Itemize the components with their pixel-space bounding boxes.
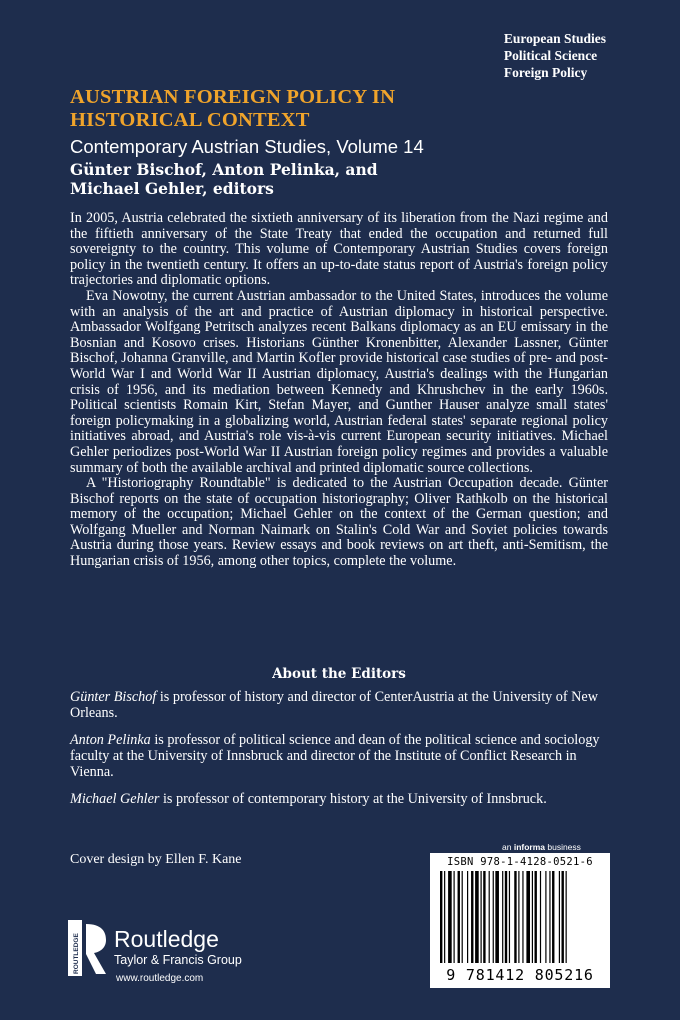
barcode-bar — [514, 871, 516, 963]
description-paragraph-2: Eva Nowotny, the current Austrian ambassador to the United States, introduces the volume with an analysis of the art and practice of Austrian diplomacy in historical perspective. Ambassador Wolfgang Petritsch analyzes recent Balkans diplomacy as an EU emissary in the Bosnian and Kosovo crises. Historians Günther Kronenbitter, Alexander Lassner, Günter Bischof, Johanna Granville, and Martin Kofler provide historical case studies of pre- and post-World War I and World War II Austrian diplomacy, Austria's dealings with the Hungarian crisis of 1956, and its mediation between Kennedy and Khrushchev in the early 1960s. Political scientists Romain Kirt, Stefan Mayer, and Gunther Hauser analyze small states' foreign policymaking in a globalizing world, Austrian federal states' separate regional policy initiatives abroad, and Austria's role vis-à-vis current European security initiatives. Michael Gehler periodizes post-World War II Austrian foreign policy regimes and provides a valuable summary of both the available archival and printed diplomatic source collections. — [70, 287, 608, 476]
barcode-bar — [489, 871, 490, 963]
barcode-bar — [505, 871, 507, 963]
informa-brand: informa — [513, 842, 545, 852]
description-paragraph-3: A "Historiography Roundtable" is dedicated to the Austrian Occupation decade. Günter Bischof reports on the state of occupation historiography; Oliver Rathkolb on the historical memory of the occupation; Michael Gehler on the context of the German question; and Wolfgang Mueller and Norman Naimark on Stalin's Cold War and Soviet policies towards Austria during those years. Review essays and book reviews on art theft, anti-Semitism, the Hungarian crisis of 1956, among other topics, complete the volume. — [70, 475, 608, 570]
routledge-logo-text: ROUTLEDGE — [73, 933, 80, 974]
about-editors-heading: About the Editors — [272, 666, 406, 682]
editors-line: Günter Bischof, Anton Pelinka, and Michael Gehler, editors — [70, 160, 378, 198]
bio-1-name: Günter Bischof — [70, 689, 157, 705]
barcode-bar — [509, 871, 510, 963]
bio-2-text: is professor of political science and dean of the political science and sociology faculty at the University of Innsbruck and director of the Institute of Conflict Research in Vienna. — [70, 732, 600, 780]
barcode-bar — [458, 871, 460, 963]
description — [70, 211, 608, 570]
barcode-bar — [545, 871, 546, 963]
barcode-bar — [483, 871, 485, 963]
barcode-bar — [540, 871, 541, 963]
bio-3 — [70, 791, 610, 807]
barcode-bar — [559, 871, 560, 963]
barcode-bar — [444, 871, 445, 963]
description-paragraph-1: In 2005, Austria celebrated the sixtieth anniversary of its liberation from the Nazi regime and the fiftieth anniversary of the State Treaty that ended the occupation and returned full sovereignty to the country. This volume of Contemporary Austrian Studies covers foreign policy in the twentieth century. It offers an up-to-date status report of Austria's foreign policy trajectories and diplomatic options. — [70, 210, 608, 289]
isbn-label: ISBN 978-1-4128-0521-6 — [447, 856, 593, 868]
series-line: Contemporary Austrian Studies, Volume 14 — [70, 136, 424, 157]
barcode-bar — [495, 871, 499, 963]
barcode-bar — [526, 871, 530, 963]
publisher-block — [114, 926, 242, 986]
barcode-bar — [481, 871, 482, 963]
informa-tagline — [502, 842, 581, 852]
barcode-bar — [518, 871, 519, 963]
bio-1-text: is professor of history and director of CenterAustria at the University of New Orleans. — [70, 689, 598, 721]
bio-3-text: is professor of contemporary history at the University of Innsbruck. — [159, 791, 547, 807]
barcode-bar — [549, 871, 550, 963]
cover-credit: Cover design by Ellen F. Kane — [70, 852, 242, 867]
book-title: AUSTRIAN FOREIGN POLICY IN HISTORICAL CONTEXT — [70, 86, 396, 131]
bio-1 — [70, 689, 610, 721]
barcode-bar — [471, 871, 473, 963]
barcode-bar — [440, 871, 442, 963]
barcode-bar — [454, 871, 455, 963]
subject-1: European Studies — [503, 31, 606, 46]
subject-3: Foreign Policy — [503, 65, 588, 80]
editor-bios — [70, 689, 610, 818]
barcode — [430, 853, 610, 988]
informa-prefix: an — [502, 842, 514, 852]
barcode-bar — [562, 871, 564, 963]
subject-2: Political Science — [503, 48, 598, 63]
barcode-bars — [438, 871, 602, 965]
bio-2-name: Anton Pelinka — [70, 732, 151, 748]
barcode-bar — [448, 871, 452, 963]
barcode-bar — [493, 871, 494, 963]
informa-suffix: business — [545, 842, 581, 852]
barcode-bar — [467, 871, 468, 963]
barcode-bar — [535, 871, 537, 963]
ean-digits: 9 781412 805216 — [446, 966, 594, 984]
barcode-bar — [522, 871, 523, 963]
subject-categories — [504, 30, 606, 81]
publisher-group: Taylor & Francis Group — [114, 953, 242, 967]
barcode-bar — [566, 871, 567, 963]
barcode-bar — [502, 871, 503, 963]
publisher-name: Routledge — [114, 926, 219, 952]
barcode-bar — [532, 871, 533, 963]
barcode-bar — [462, 871, 463, 963]
barcode-bar — [552, 871, 554, 963]
barcode-bar — [475, 871, 479, 963]
publisher-url: www.routledge.com — [116, 973, 204, 984]
routledge-logo-icon — [68, 920, 108, 978]
bio-3-name: Michael Gehler — [70, 791, 160, 807]
bio-2 — [70, 732, 610, 780]
